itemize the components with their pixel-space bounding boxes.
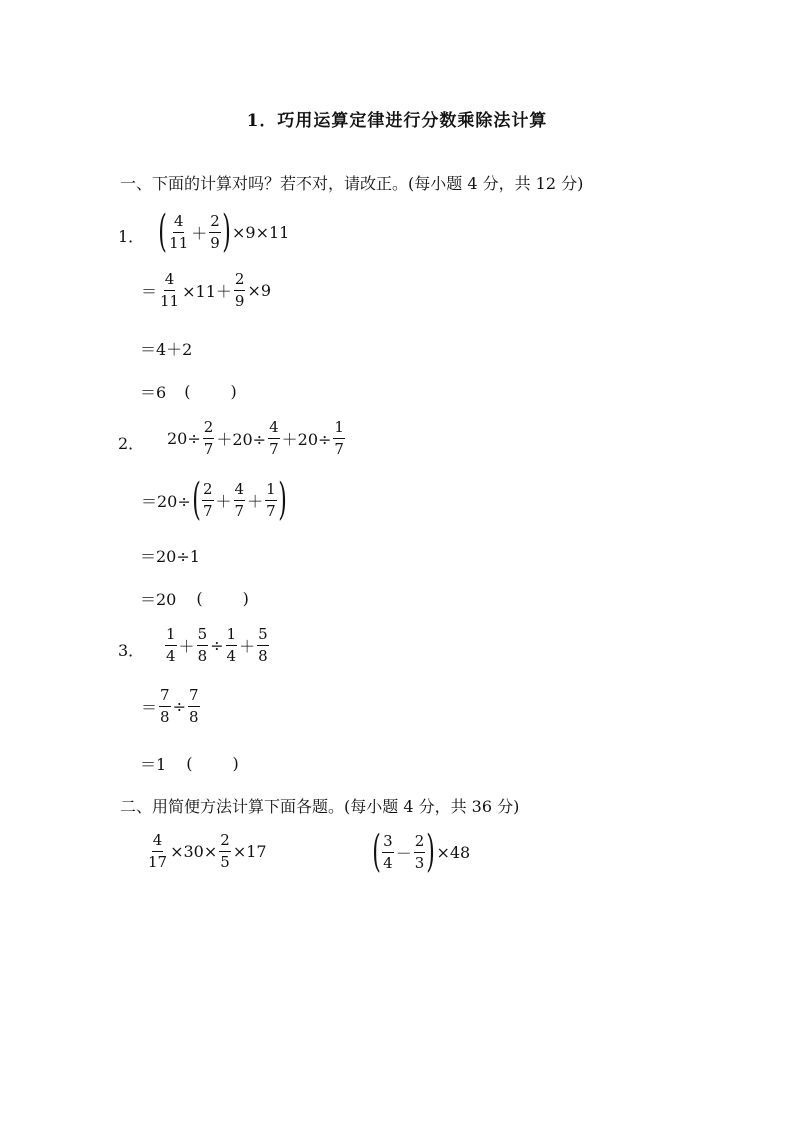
q2-number: 2． bbox=[118, 434, 145, 453]
fraction: $\frac{2}{9}$ bbox=[234, 270, 245, 310]
q3-step-3: ＝1 ( ) bbox=[140, 754, 239, 774]
fraction: $\frac{4}{11}$ bbox=[169, 211, 189, 252]
fraction: $\frac{2}{7}$ bbox=[203, 418, 214, 458]
practice-problem-1: $\frac{4}{17}$ ×30× $\frac{2}{5}$ ×17 bbox=[148, 831, 267, 871]
right-paren: ) bbox=[222, 206, 231, 257]
fraction: $\frac{4}{7}$ bbox=[234, 479, 245, 520]
q1-number: 1． bbox=[118, 227, 145, 246]
left-paren: ( bbox=[372, 826, 381, 877]
fraction: $\frac{5}{8}$ bbox=[197, 625, 208, 665]
q1-step-2: ＝ $\frac{4}{11}$ ×11＋ $\frac{2}{9}$ ×9 bbox=[141, 270, 272, 310]
left-paren: ( bbox=[192, 474, 201, 525]
left-paren: ( bbox=[158, 206, 167, 257]
answer-paren-close: ) bbox=[242, 589, 249, 608]
fraction: $\frac{2}{5}$ bbox=[220, 831, 230, 871]
q2-step-4: ＝20 ( ) bbox=[140, 589, 249, 609]
q3-number: 3． bbox=[118, 641, 145, 660]
q1-step-4: ＝6 ( ) bbox=[140, 382, 237, 402]
fraction: $\frac{5}{8}$ bbox=[258, 625, 268, 665]
right-paren: ) bbox=[277, 474, 287, 525]
section-2-heading: 二、用简便方法计算下面各题。(每小题 4 分，共 36 分) bbox=[120, 797, 520, 816]
fraction: $\frac{1}{7}$ bbox=[266, 479, 276, 520]
practice-problem-2: ( $\frac{3}{4}$ － $\frac{2}{3}$ ) ×48 bbox=[372, 826, 471, 877]
fraction: $\frac{3}{4}$ bbox=[383, 831, 393, 872]
fraction: $\frac{4}{7}$ bbox=[269, 418, 279, 458]
fraction: $\frac{4}{11}$ bbox=[160, 270, 180, 310]
fraction: $\frac{2}{3}$ bbox=[414, 831, 425, 872]
q2-expression: 20÷ $\frac{2}{7}$ ＋20÷ $\frac{4}{7}$ ＋20÷ $\frac{1}{7}$ bbox=[167, 418, 344, 458]
answer-paren-open: ( bbox=[186, 754, 193, 773]
fraction: $\frac{7}{8}$ bbox=[160, 686, 170, 726]
q1-step-3: ＝4＋2 bbox=[140, 340, 193, 359]
answer-paren-open: ( bbox=[196, 589, 203, 608]
q2-step-3: ＝20÷1 bbox=[140, 547, 200, 566]
page-title: 1．巧用运算定律进行分数乘除法计算 bbox=[246, 111, 548, 131]
section-1-heading: 一、下面的计算对吗？若不对，请改正。(每小题 4 分，共 12 分) bbox=[120, 174, 584, 193]
fraction: $\frac{4}{17}$ bbox=[148, 831, 168, 871]
fraction: $\frac{2}{7}$ bbox=[202, 479, 213, 520]
q2-step-2: ＝20÷ ( $\frac{2}{7}$ ＋ $\frac{4}{7}$ ＋ $\frac{1}{7}$ ) bbox=[141, 474, 287, 525]
answer-paren-open: ( bbox=[184, 382, 191, 401]
fraction: $\frac{7}{8}$ bbox=[188, 686, 199, 726]
fraction: $\frac{1}{7}$ bbox=[334, 418, 344, 458]
answer-paren-close: ) bbox=[230, 382, 237, 401]
fraction: $\frac{1}{4}$ bbox=[166, 625, 176, 665]
q3-expression: $\frac{1}{4}$ ＋ $\frac{5}{8}$ ÷ $\frac{1}{4}$ ＋ $\frac{5}{8}$ bbox=[166, 625, 268, 665]
q3-step-2: ＝ $\frac{7}{8}$ ÷ $\frac{7}{8}$ bbox=[141, 686, 199, 726]
fraction: $\frac{1}{4}$ bbox=[226, 625, 237, 665]
answer-paren-close: ) bbox=[232, 754, 239, 773]
q1-expression: ( $\frac{4}{11}$ ＋ $\frac{2}{9}$ ) ×9×11 bbox=[158, 206, 290, 257]
fraction: $\frac{2}{9}$ bbox=[210, 211, 220, 252]
right-paren: ) bbox=[426, 826, 436, 877]
